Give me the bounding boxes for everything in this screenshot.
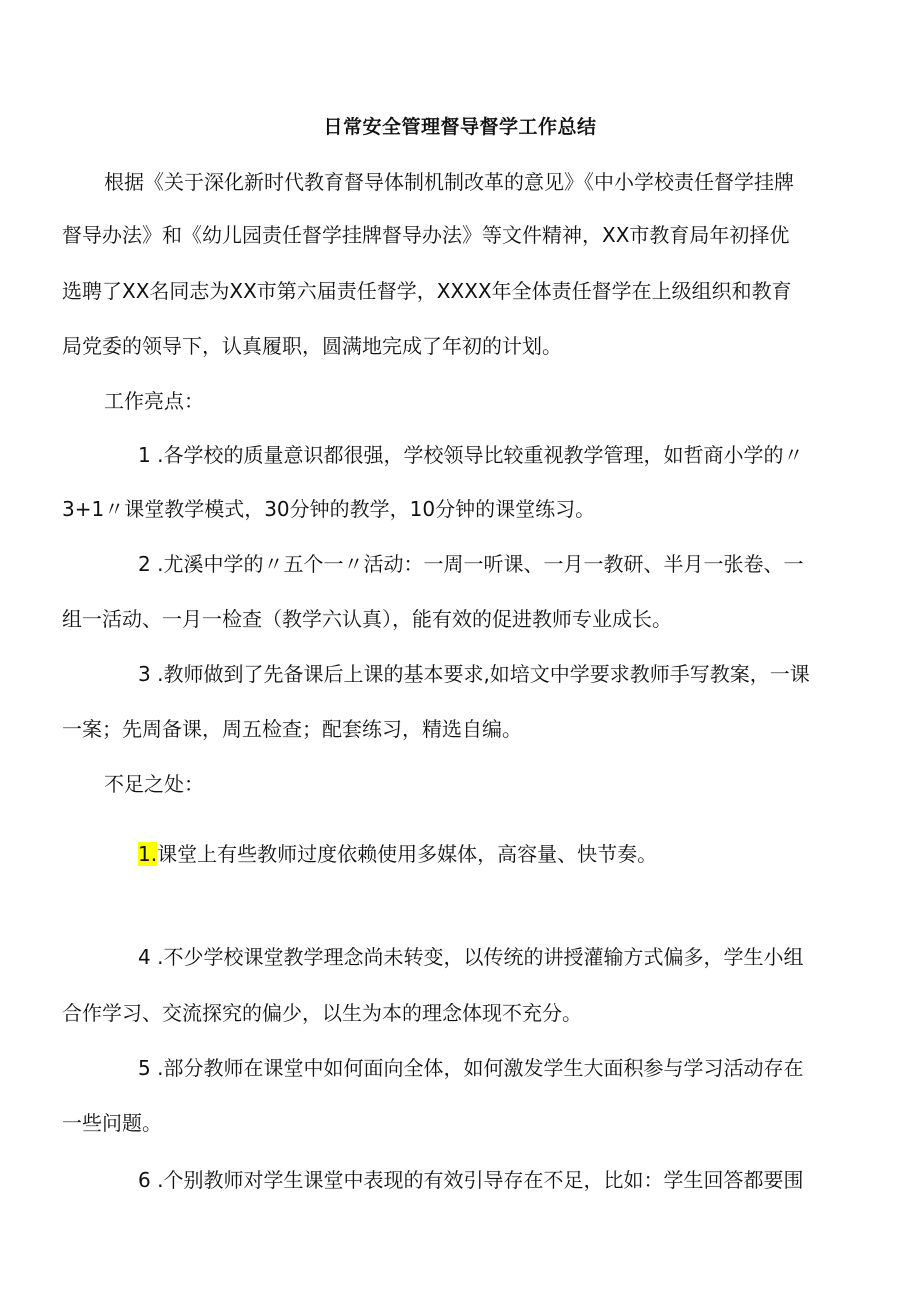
highlighted-marker: 1. xyxy=(138,842,158,866)
section-heading-shortcomings: 不足之处： xyxy=(104,772,204,796)
list-item-text: 课堂上有些教师过度依赖使用多媒体，高容量、快节奏。 xyxy=(157,842,658,866)
list-item-line: 一些问题。 xyxy=(62,1111,162,1135)
paragraph-line: 选聘了XX名同志为XX市第六届责任督学，XXXX年全体责任督学在上级组织和教育 xyxy=(62,279,792,303)
paragraph-line: 根据《关于深化新时代教育督导体制机制改革的意见》《中小学校责任督学挂牌 xyxy=(104,170,794,194)
list-item-line: 一案；先周备课，周五检查；配套练习，精选自编。 xyxy=(62,717,522,741)
list-item-line: 1 .各学校的质量意识都很强，学校领导比较重视教学管理，如哲商小学的〃 xyxy=(138,443,804,467)
list-item-line xyxy=(138,839,898,869)
list-item-line: 6 .个别教师对学生课堂中表现的有效引导存在不足，比如：学生回答都要围 xyxy=(138,1168,804,1192)
paragraph-line: 督导办法》和《幼儿园责任督学挂牌督导办法》等文件精神，XX市教育局年初择优 xyxy=(62,223,790,247)
list-item-line: 2 .尤溪中学的〃五个一〃活动：一周一听课、一月一教研、半月一张卷、一 xyxy=(138,552,804,576)
list-item-line: 5 .部分教师在课堂中如何面向全体，如何激发学生大面积参与学习活动存在 xyxy=(138,1056,804,1080)
list-item-line: 合作学习、交流探究的偏少，以生为本的理念体现不充分。 xyxy=(62,1001,582,1025)
section-heading-highlights: 工作亮点： xyxy=(104,389,204,413)
list-item-line: 4 .不少学校课堂教学理念尚未转变，以传统的讲授灌输方式偏多，学生小组 xyxy=(138,945,804,969)
paragraph-line: 局党委的领导下，认真履职，圆满地完成了年初的计划。 xyxy=(62,334,562,358)
list-item-line: 3 .教师做到了先备课后上课的基本要求,如培文中学要求教师手写教案，一课 xyxy=(138,662,810,686)
list-item-line: 3+1〃课堂教学模式，30分钟的教学，10分钟的课堂练习。 xyxy=(62,497,596,521)
list-item-line: 组一活动、一月一检查（教学六认真），能有效的促进教师专业成长。 xyxy=(62,607,672,631)
document-title: 日常安全管理督导督学工作总结 xyxy=(323,116,597,138)
